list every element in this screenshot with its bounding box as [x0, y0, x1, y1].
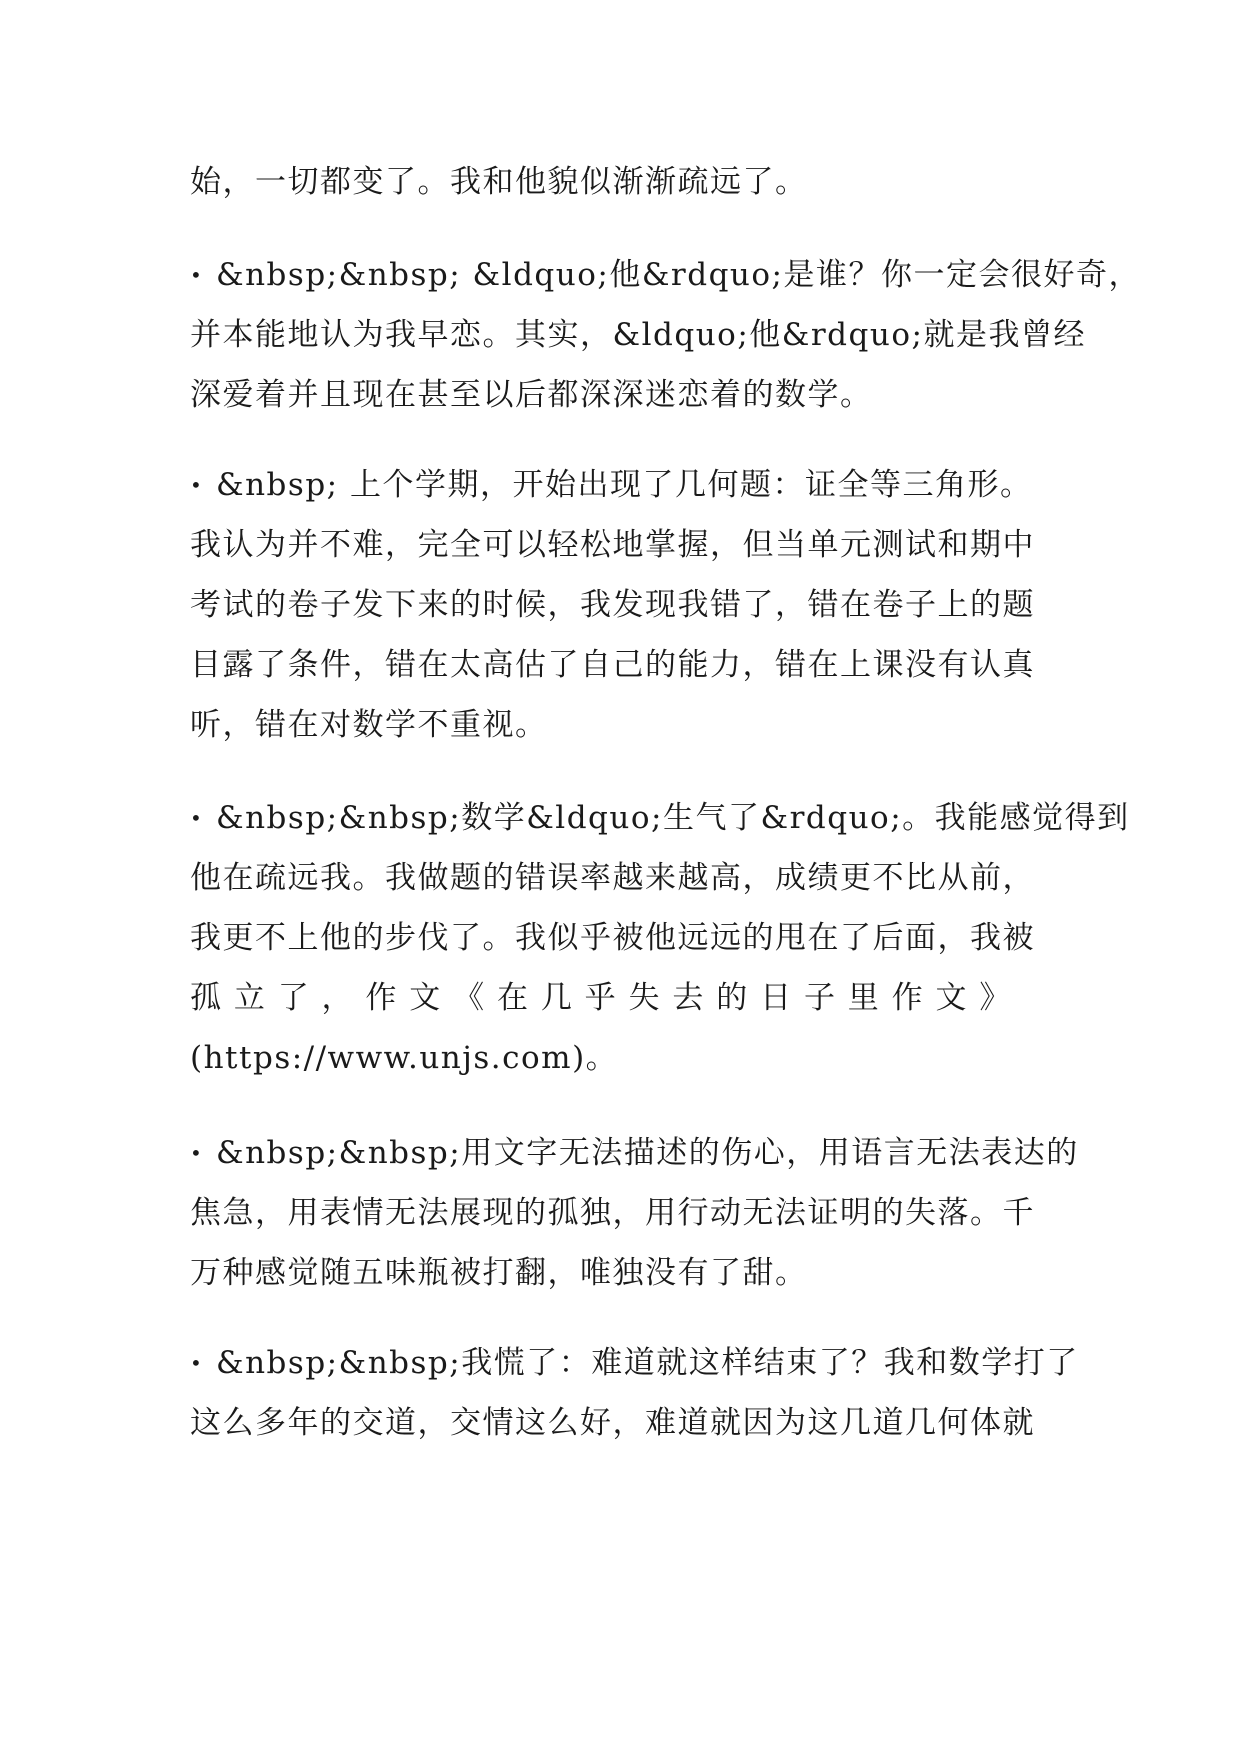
text-line: 始，一切都变了。我和他貌似渐渐疏远了。	[190, 164, 808, 200]
paragraph-2	[190, 245, 1142, 425]
bullet-icon: •	[190, 263, 204, 287]
text-line: 目露了条件，错在太高估了自己的能力，错在上课没有认真	[190, 647, 1035, 683]
text-line: 我认为并不难，完全可以轻松地掌握，但当单元测试和期中	[190, 527, 1035, 563]
text-line: 听，错在对数学不重视。	[190, 707, 548, 743]
text-line-content: &nbsp;&nbsp;我慌了：难道就这样结束了？我和数学打了	[216, 1345, 1079, 1381]
bullet-icon: •	[190, 1351, 204, 1375]
paragraph-3	[190, 455, 1060, 755]
bullet-icon: •	[190, 1141, 204, 1165]
text-line-content: &nbsp;&nbsp; &ldquo;他&rdquo;是谁？你一定会很好奇，	[216, 257, 1142, 293]
text-line: (https://www.unjs.com)。	[190, 1040, 619, 1076]
paragraph-4	[190, 788, 1130, 1088]
text-line	[190, 245, 1142, 305]
text-line	[190, 455, 1060, 515]
text-line-content: 孤 立 了 ， 作 文 《 在 几 乎 失 去 的 日 子 里 作 文 》	[190, 980, 1012, 1016]
text-line: 我更不上他的步伐了。我似乎被他远远的甩在了后面，我被	[190, 920, 1035, 956]
text-line	[190, 968, 1060, 1028]
paragraph-5	[190, 1123, 1079, 1303]
bullet-icon: •	[190, 473, 204, 497]
text-line-content: &nbsp; 上个学期，开始出现了几何题：证全等三角形。	[216, 467, 1033, 503]
paragraph-1	[190, 152, 1060, 212]
bullet-icon: •	[190, 806, 204, 830]
text-line: 并本能地认为我早恋。其实，&ldquo;他&rdquo;就是我曾经	[190, 317, 1086, 353]
paragraph-6	[190, 1333, 1079, 1453]
text-line: 这么多年的交道，交情这么好，难道就因为这几道几何体就	[190, 1405, 1035, 1441]
text-line: 考试的卷子发下来的时候，我发现我错了，错在卷子上的题	[190, 587, 1035, 623]
text-line	[190, 1123, 1079, 1183]
text-line: 万种感觉随五味瓶被打翻，唯独没有了甜。	[190, 1255, 808, 1291]
text-line	[190, 1333, 1079, 1393]
text-line	[190, 788, 1130, 848]
text-line-content: &nbsp;&nbsp;用文字无法描述的伤心，用语言无法表达的	[216, 1135, 1079, 1171]
text-line: 焦急，用表情无法展现的孤独，用行动无法证明的失落。千	[190, 1195, 1035, 1231]
text-line: 深爱着并且现在甚至以后都深深迷恋着的数学。	[190, 377, 873, 413]
text-line-content: &nbsp;&nbsp;数学&ldquo;生气了&rdquo;。我能感觉得到	[216, 800, 1130, 836]
text-line: 他在疏远我。我做题的错误率越来越高，成绩更不比从前，	[190, 860, 1035, 896]
